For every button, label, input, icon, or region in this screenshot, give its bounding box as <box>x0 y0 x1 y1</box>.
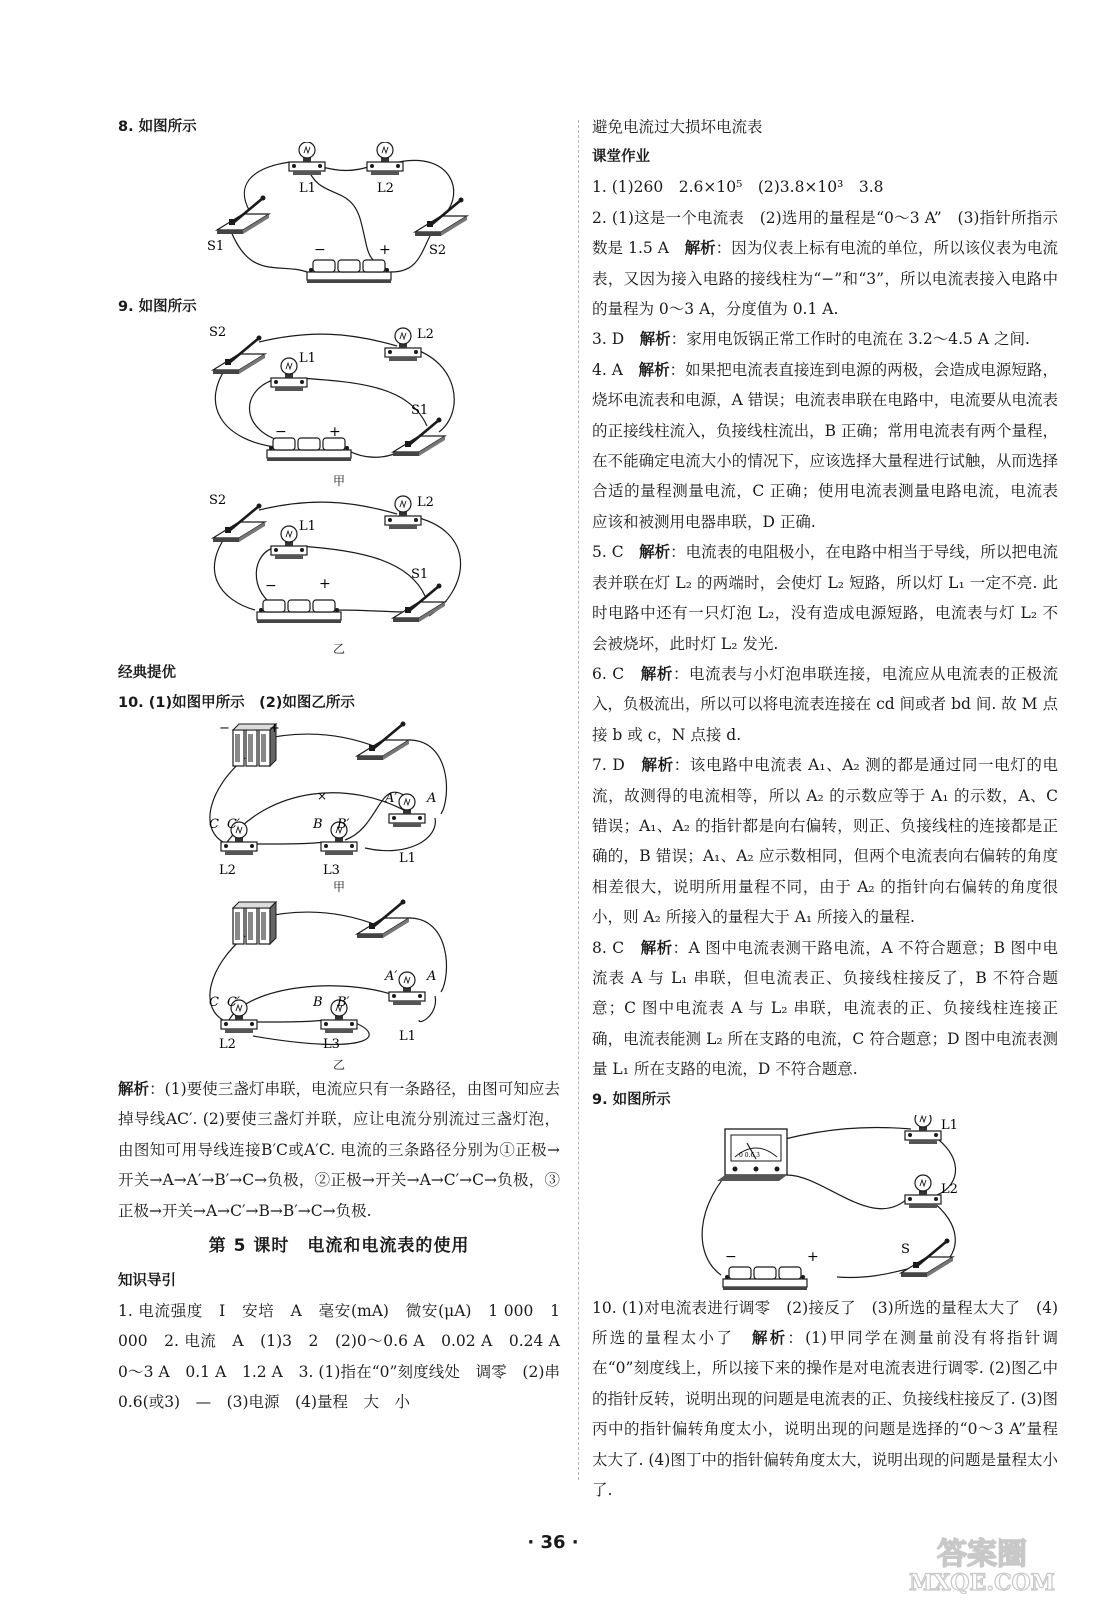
label-S: S <box>901 1241 910 1257</box>
label-L2: L2 <box>219 1037 236 1052</box>
answer-10: 10. (1)对电流表进行调零 (2)接反了 (3)所选的量程太大了 (4)所选的量程太小了 解析：(1)甲同学在测量前没有将指针调在“0”刻度线上，所以接下来的操作是对电流表进行调零. (2)图乙中的指针反转，说明出现的问题是电流表的正、负接线柱接反了. (3)图丙中的指针偏转角度太小，说明出现的问题是选择的“0～3 A”量程太大了. (4)图丁中的指针偏转角度太大，说明出现的问题是量程太小了. <box>592 1298 1058 1500</box>
caption-yi: 乙 <box>332 642 345 656</box>
label-L1: L1 <box>399 851 416 866</box>
section-heading-zhishi: 知识导引 <box>118 1273 176 1290</box>
answer-6: 6. C 解析：电流表与小灯泡串联连接，电流应从电流表的正极流入，负极流出，所以可以将电流表连接在 cd 间或者 bd 间. 故 M 点接 b 或 c，N 点接 d. <box>592 664 1058 744</box>
label-B: B <box>313 817 323 832</box>
caption-yi: 乙 <box>332 1058 345 1072</box>
section-heading-jingdian: 经典提优 <box>118 665 176 681</box>
label-S1: S1 <box>207 239 225 254</box>
label-L2: L2 <box>377 181 394 196</box>
label-B-prime: B′ <box>337 817 350 832</box>
label-A-prime: A′ <box>385 791 398 806</box>
cut-mark: × <box>317 789 328 803</box>
label-plus: + <box>807 1248 819 1265</box>
right-column <box>592 112 1058 1505</box>
answer-8: 8. C 解析：A 图中电流表测干路电流，A 不符合题意；B 图中电流表 A 与 L₁ 串联，但电流表正、负接线柱接反了，B 不符合题意；C 图中电流表 A 与 L₂ 串联，电流表的正、负接线柱连接正确，电流表能测 L₂ 所在支路的电流，C 符合题意；D 图中电流表测量 L₁ 所在支路的电流，D 不符合题意. <box>592 938 1058 1079</box>
watermark-logo <box>882 1532 1082 1594</box>
answer-7: 7. D 解析：该电路中电流表 A₁、A₂ 测的都是通过同一电灯的电流，故测得的电流相等，所以 A₂ 的示数应等于 A₁ 的示数，A、C 错误；A₁、A₂ 的指针都是向右偏转，则正、负接线柱的连接都是正确的，B 错误；A₁、A₂ 应示数相同，但两个电流表向右偏转的角度相差很大，说明所用量程不同，由于 A₂ 的指针向右偏转的角度很小，则 A₂ 所接入的量程大于 A₁ 所接入的量程. <box>592 756 1058 927</box>
answer-2: 2. (1)这是一个电流表 (2)选用的量程是“0～3 A” (3)指针所指示数是 1.5 A 解析：因为仪表上标有电流的单位，所以该仪表为电流表，又因为接入电路的接线柱为“−”和“3”，所以电流表接入电路中的量程为 0～3 A，分度值为 0.1 A. <box>592 208 1058 319</box>
figure-q10-jia <box>189 718 489 878</box>
q9-label: 9. 如图所示 <box>118 299 197 315</box>
label-minus: − <box>725 1248 737 1265</box>
answer-3: 3. D 解析：家用电饭锅正常工作时的电流在 3.2～4.5 A 之间. <box>592 330 1030 349</box>
label-B: B <box>313 995 323 1010</box>
label-plus: + <box>379 242 391 258</box>
q10-analysis: 解析：(1)要使三盏灯串联，电流应只有一条路径，由图可知应去掉导线AC′. (2)要使三盏灯并联，应让电流分别流过三盏灯泡，由图知可用导线连接B′C或A′C. 电流的三条路径分别为①正极→开关→A→A′→B′→C→负极，②正极→开关→A→C′→C→负极，③正极→开关→A→C′→B→B′→C→负极. <box>118 1080 560 1220</box>
label-L2: L2 <box>219 863 236 878</box>
watermark-bottom: MXQE.COM <box>908 1570 1056 1594</box>
lesson-title: 第 5 课时 电流和电流表的使用 <box>208 1236 470 1257</box>
answer-4: 4. A 解析：如果把电流表直接连到电源的两极，会造成电源短路，烧坏电流表和电源，A 错误；电流表串联在电路中，电流要从电流表的正接线柱流入，负接线柱流出，B 正确；常用电流表有两个量程，在不能确定电流大小的情况下，应该选择大量程进行试触，从而选择合适的量程测量电流，C 正确；使用电流表测量电路电流，电流表应该和被测用电器串联，D 正确. <box>592 360 1058 531</box>
column-divider <box>578 120 579 1480</box>
label-C-prime: C′ <box>227 995 240 1010</box>
answer-1: 1. (1)260 2.6×10⁵ (2)3.8×10³ 3.8 <box>592 178 884 197</box>
label-A: A <box>427 791 437 806</box>
label-L3: L3 <box>323 863 340 878</box>
figure-q9-yi <box>189 490 489 640</box>
label-C-prime: C′ <box>227 817 240 832</box>
label-S2: S2 <box>209 325 227 340</box>
ammeter <box>717 1129 787 1181</box>
label-S2: S2 <box>209 493 227 508</box>
label-L2: L2 <box>417 327 434 342</box>
guide-answers: 1. 电流强度 I 安培 A 毫安(mA) 微安(μA) 1 000 1 000 2. 电流 A (1)3 2 (2)0～0.6 A 0.02 A 0.24 A 0～3 A 0.1 A 1.2 A 3. (1)指在“0”刻度线处 调零 (2)串 0.6(或3) — (3)电源 (4)量程 大 小 <box>118 1302 576 1412</box>
label-A-prime: A′ <box>385 969 398 984</box>
label-plus: + <box>269 721 280 736</box>
label-minus: − <box>265 578 277 594</box>
left-column <box>118 112 576 1418</box>
figure-a9-circuit <box>675 1115 975 1293</box>
label-L2: L2 <box>417 495 434 510</box>
label-B-prime: B′ <box>337 995 350 1010</box>
caption-jia: 甲 <box>332 474 345 488</box>
figure-q9-jia <box>189 322 489 472</box>
watermark-top: 答案圈 <box>937 1537 1027 1572</box>
answer-9: 9. 如图所示 <box>592 1091 671 1108</box>
label-L1: L1 <box>299 519 316 534</box>
label-S2: S2 <box>429 243 447 258</box>
label-L1: L1 <box>299 351 316 366</box>
label-C: C <box>209 995 219 1010</box>
label-L2: L2 <box>941 1181 958 1197</box>
ammeter-scale: 0 0.6 3 <box>739 1151 760 1159</box>
q10-title: 10. (1)如图甲所示 (2)如图乙所示 <box>118 695 355 711</box>
figure-q8-circuit <box>189 142 489 292</box>
q8-label: 8. 如图所示 <box>118 119 197 135</box>
label-S1: S1 <box>411 567 429 582</box>
label-L1: L1 <box>399 1029 416 1044</box>
analysis-label: 解析 <box>118 1080 150 1098</box>
page-number: · 36 · <box>527 1532 579 1553</box>
label-plus: + <box>319 576 331 592</box>
label-minus: − <box>275 424 287 440</box>
figure-q10-yi <box>189 896 489 1056</box>
label-A: A <box>427 969 437 984</box>
label-C: C <box>209 817 219 832</box>
label-minus: − <box>219 721 230 736</box>
label-L1: L1 <box>941 1117 958 1133</box>
label-S1: S1 <box>411 403 429 418</box>
label-plus: + <box>329 424 341 440</box>
continued-text: 避免电流过大损坏电流表 <box>592 118 763 136</box>
caption-jia: 甲 <box>332 880 345 894</box>
label-L1: L1 <box>299 181 316 196</box>
label-minus: − <box>314 242 326 258</box>
label-L3: L3 <box>323 1037 340 1052</box>
answer-5: 5. C 解析：电流表的电阻极小，在电路中相当于导线，所以把电流表并联在灯 L₂ 的两端时，会使灯 L₂ 短路，所以灯 L₁ 一定不亮. 此时电路中还有一只灯泡 L₂，没有造成电源短路，电流表与灯 L₂ 不会被烧坏，此时灯 L₂ 发光. <box>592 543 1058 653</box>
section-heading-ketang: 课堂作业 <box>592 149 650 166</box>
